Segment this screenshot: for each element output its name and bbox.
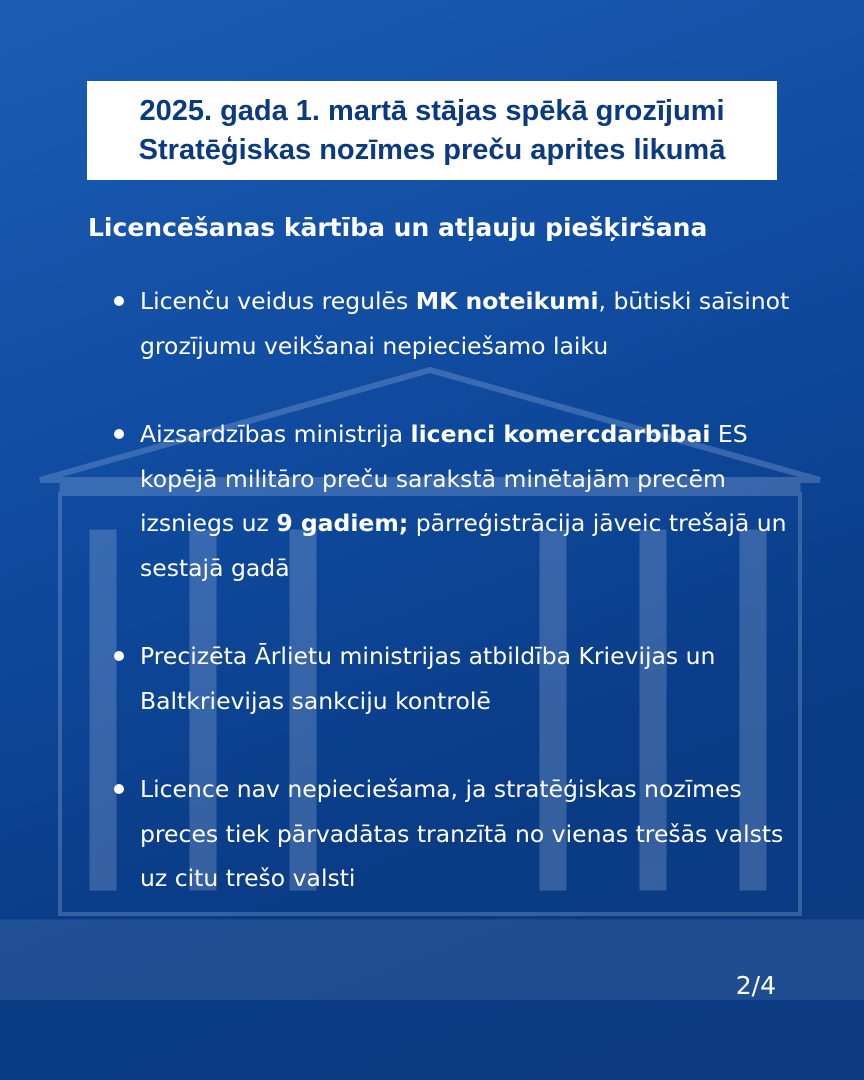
list-item: [114, 767, 794, 901]
list-item: [114, 634, 794, 723]
title-box: [87, 81, 777, 180]
bullet-bold-text: 9 gadiem;: [276, 509, 409, 537]
bullet-dot-icon: [114, 784, 124, 794]
bullet-dot-icon: [114, 651, 124, 661]
bullet-dot-icon: [114, 296, 124, 306]
bullet-text: , būtiski saīsinot grozījumu veikšanai nepieciešamo laiku: [140, 287, 790, 360]
bullet-text: Licence nav nepieciešama, ja stratēģiskas nozīmes preces tiek pārvadātas tranzītā no vienas trešās valsts uz citu trešo valsti: [140, 775, 784, 892]
list-item: [114, 279, 794, 368]
title-line-1: 2025. gada 1. martā stājas spēkā grozījumi: [139, 94, 725, 127]
bullet-bold-text: MK noteikumi: [415, 287, 599, 315]
bullet-text: Licenču veidus regulēs: [140, 287, 416, 315]
page-indicator: 2/4: [735, 971, 776, 1000]
bullet-text: ES kopējā militāro preču sarakstā minētajām precēm izsniegs uz: [140, 420, 748, 537]
bullet-text: Aizsardzības ministrija: [140, 420, 411, 448]
bullet-dot-icon: [114, 429, 124, 439]
bullet-text: Precizēta Ārlietu ministrijas atbildība Krievijas un Baltkrievijas sankciju kontrolē: [140, 642, 716, 715]
bullet-text: pārreģistrācija jāveic trešajā un sestajā gadā: [140, 509, 787, 582]
bullet-list: [114, 279, 794, 901]
section-heading: Licencēšanas kārtība un atļauju piešķiršana: [88, 213, 708, 242]
bullet-bold-text: licenci komercdarbībai: [410, 420, 711, 448]
list-item: [114, 412, 794, 590]
title-line-2: Stratēģiskas nozīmes preču aprites likumā: [138, 133, 726, 166]
